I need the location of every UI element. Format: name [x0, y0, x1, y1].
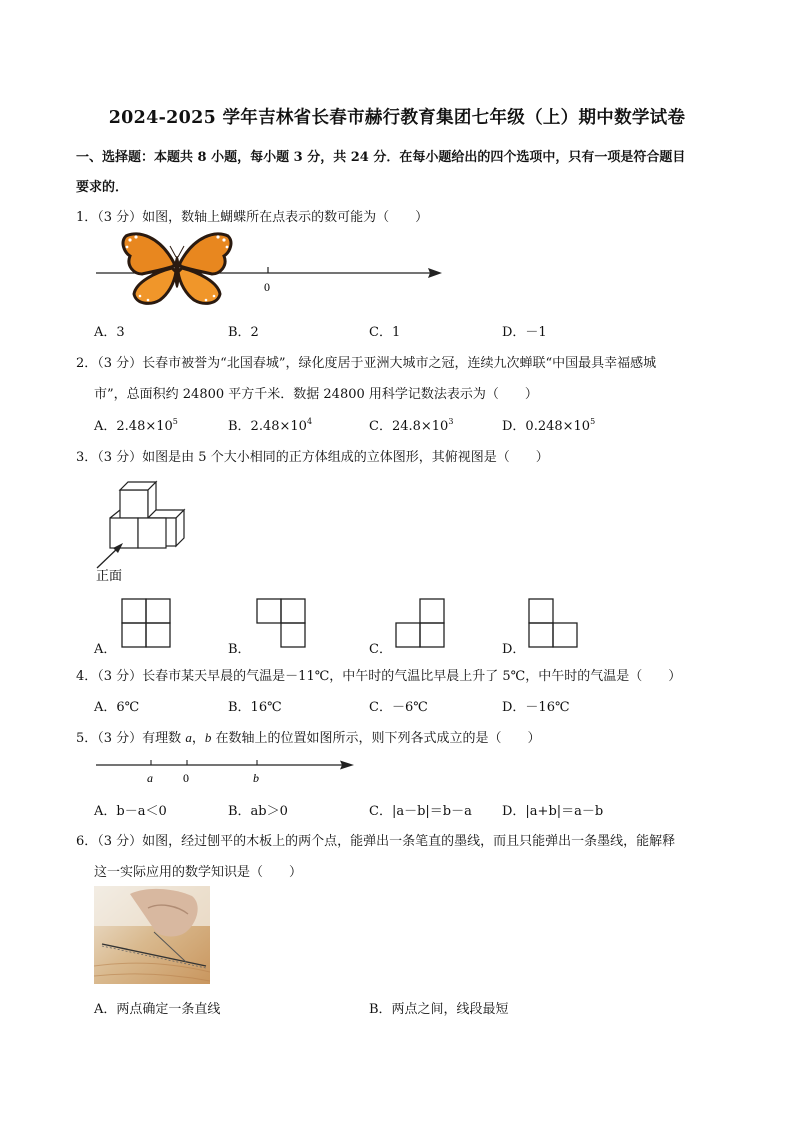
- q1-option-a[interactable]: A．3: [94, 325, 125, 340]
- q1-option-c[interactable]: C．1: [369, 325, 401, 340]
- q3-cube-figure: [92, 476, 192, 586]
- q3-option-c[interactable]: C．: [369, 642, 392, 657]
- q5-label-b: b: [253, 771, 259, 785]
- q5-axis-arrow: [340, 761, 354, 770]
- q5-option-a[interactable]: A．b－a＜0: [94, 804, 167, 819]
- q2-stem-line2: 市”，总面积约 24800 平方千米．数据 24800 用科学记数法表示为（ ）: [94, 387, 538, 402]
- section-heading-line1: 一、选择题：本题共 8 小题，每小题 3 分，共 24 分．在每小题给出的四个选项中，只有一项是符合题目: [76, 150, 686, 165]
- q2-option-b[interactable]: B．$2.48\times 10^4$: [228, 417, 313, 434]
- q4-option-b[interactable]: B．16℃: [228, 700, 282, 715]
- q3-front-label: 正面: [96, 568, 123, 583]
- q5-stem: 5．（3 分）有理数 a，b 在数轴上的位置如图所示，则下列各式成立的是（ ）: [76, 730, 541, 746]
- q3-option-d[interactable]: D．: [502, 642, 526, 657]
- q4-option-d[interactable]: D．－16℃: [502, 700, 570, 715]
- q1-option-b[interactable]: B．2: [228, 325, 259, 340]
- q4-stem: 4．（3 分）长春市某天早晨的气温是－11℃，中午时的气温比早晨上升了 5℃，中午时的气温是（ ）: [76, 669, 682, 684]
- q1-zero-label: 0: [264, 280, 270, 294]
- q3-option-c-grid: [394, 598, 448, 650]
- q2-option-c[interactable]: C．$24.8\times 10^3$: [369, 417, 454, 434]
- q1-stem: 1．（3 分）如图，数轴上蝴蝶所在点表示的数可能为（ ）: [76, 210, 429, 225]
- q6-stem-line1: 6．（3 分）如图，经过刨平的木板上的两个点，能弹出一条笔直的墨线，而且只能弹出一条墨线，能解释: [76, 834, 676, 849]
- q3-option-b-grid: [255, 598, 309, 650]
- section-heading-line2: 要求的．: [76, 180, 129, 195]
- q4-option-a[interactable]: A．6℃: [94, 700, 140, 715]
- q3-stem: 3．（3 分）如图是由 5 个大小相同的正方体组成的立体图形，其俯视图是（ ）: [76, 450, 549, 465]
- q6-wood-photo: [94, 886, 210, 984]
- q2-stem-line1: 2．（3 分）长春市被誉为“北国春城”，绿化度居于亚洲大城市之冠，连续九次蝉联“中国最具幸福感城: [76, 356, 657, 371]
- q3-option-a-grid: [120, 598, 174, 650]
- q5-label-a: a: [147, 771, 153, 785]
- q6-option-b[interactable]: B．两点之间，线段最短: [369, 1002, 509, 1017]
- q6-option-a[interactable]: A．两点确定一条直线: [94, 1002, 221, 1017]
- butterfly-picture: [123, 234, 231, 304]
- page-title: 2024-2025 学年吉林省长春市赫行教育集团七年级（上）期中数学试卷: [108, 108, 686, 128]
- q5-option-d[interactable]: D．|a+b|＝a－b: [502, 804, 604, 819]
- q2-option-d[interactable]: D．$0.248\times 10^5$: [502, 417, 596, 434]
- q1-number-line-figure: [90, 230, 450, 310]
- q3-option-a[interactable]: A．: [94, 642, 117, 657]
- q4-option-c[interactable]: C．－6℃: [369, 700, 428, 715]
- q5-label-zero: 0: [183, 771, 189, 785]
- q1-axis-arrow: [428, 268, 442, 278]
- q2-option-a[interactable]: A．$2.48\times 10^5$: [94, 417, 178, 434]
- q5-option-b[interactable]: B．ab＞0: [228, 804, 288, 819]
- q1-option-d[interactable]: D．－1: [502, 325, 547, 340]
- q5-option-c[interactable]: C．|a－b|＝b－a: [369, 804, 472, 819]
- q5-number-line-figure: [90, 752, 360, 786]
- q6-stem-line2: 这一实际应用的数学知识是（ ）: [94, 865, 303, 880]
- q3-option-b[interactable]: B．: [228, 642, 251, 657]
- q3-option-d-grid: [527, 598, 581, 650]
